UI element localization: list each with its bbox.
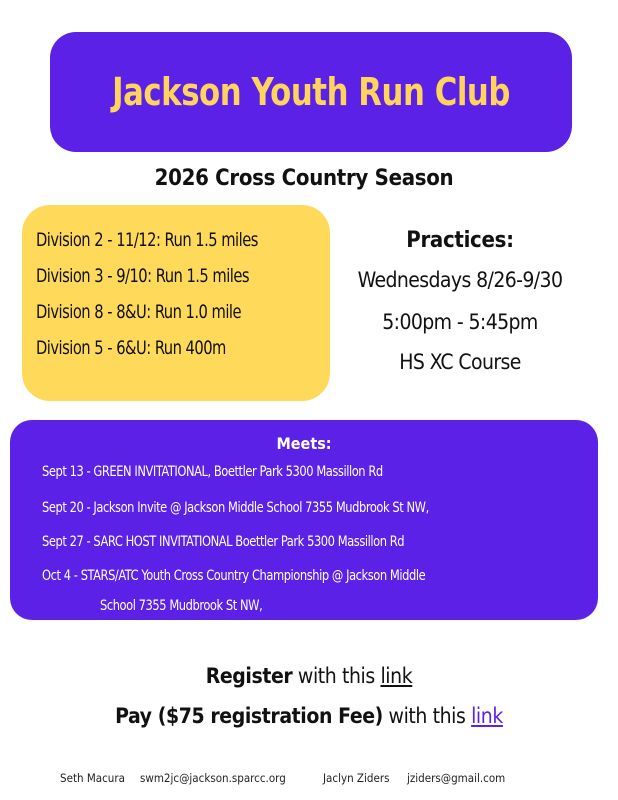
- division-item: Division 2 - 11/12: Run 1.5 miles: [36, 229, 258, 251]
- meet-item-continued: School 7355 Mudbrook St NW,: [100, 598, 263, 614]
- meet-item: Sept 20 - Jackson Invite @ Jackson Middle School 7355 Mudbrook St NW,: [42, 500, 429, 516]
- register-link[interactable]: link: [380, 664, 413, 688]
- register-label: Register: [205, 664, 293, 688]
- meet-item: Oct 4 - STARS/ATC Youth Cross Country Championship @ Jackson Middle: [42, 568, 426, 584]
- page-title: Jackson Youth Run Club: [112, 70, 510, 114]
- meet-item: Sept 13 - GREEN INVITATIONAL, Boettler Park 5300 Massillon Rd: [42, 464, 383, 480]
- practice-time: 5:00pm - 5:45pm: [382, 310, 538, 334]
- practice-dates: Wednesdays 8/26-9/30: [357, 268, 563, 292]
- meets-heading: Meets:: [276, 434, 332, 453]
- divisions-box: [22, 205, 330, 401]
- contact-name-1: Seth Macura: [60, 771, 125, 785]
- pay-line: [0, 704, 618, 728]
- meets-box: [10, 420, 598, 620]
- practice-location: HS XC Course: [399, 350, 521, 374]
- contact-email-2: jziders@gmail.com: [407, 771, 506, 785]
- contact-email-1: swm2jc@jackson.sparcc.org: [140, 771, 286, 785]
- register-text: with this: [292, 664, 381, 688]
- pay-link[interactable]: link: [471, 704, 503, 728]
- contact-name-2: Jaclyn Ziders: [323, 771, 390, 785]
- pay-text: with this: [382, 704, 472, 728]
- season-subtitle: 2026 Cross Country Season: [154, 166, 454, 191]
- pay-label: Pay ($75 registration Fee): [115, 704, 383, 728]
- register-line: [0, 664, 618, 688]
- division-item: Division 5 - 6&U: Run 400m: [36, 337, 226, 359]
- division-item: Division 8 - 8&U: Run 1.0 mile: [36, 301, 241, 323]
- meet-item: Sept 27 - SARC HOST INVITATIONAL Boettler Park 5300 Massillon Rd: [42, 534, 405, 550]
- title-banner: [50, 32, 572, 152]
- division-item: Division 3 - 9/10: Run 1.5 miles: [36, 265, 250, 287]
- practices-heading: Practices:: [406, 228, 514, 253]
